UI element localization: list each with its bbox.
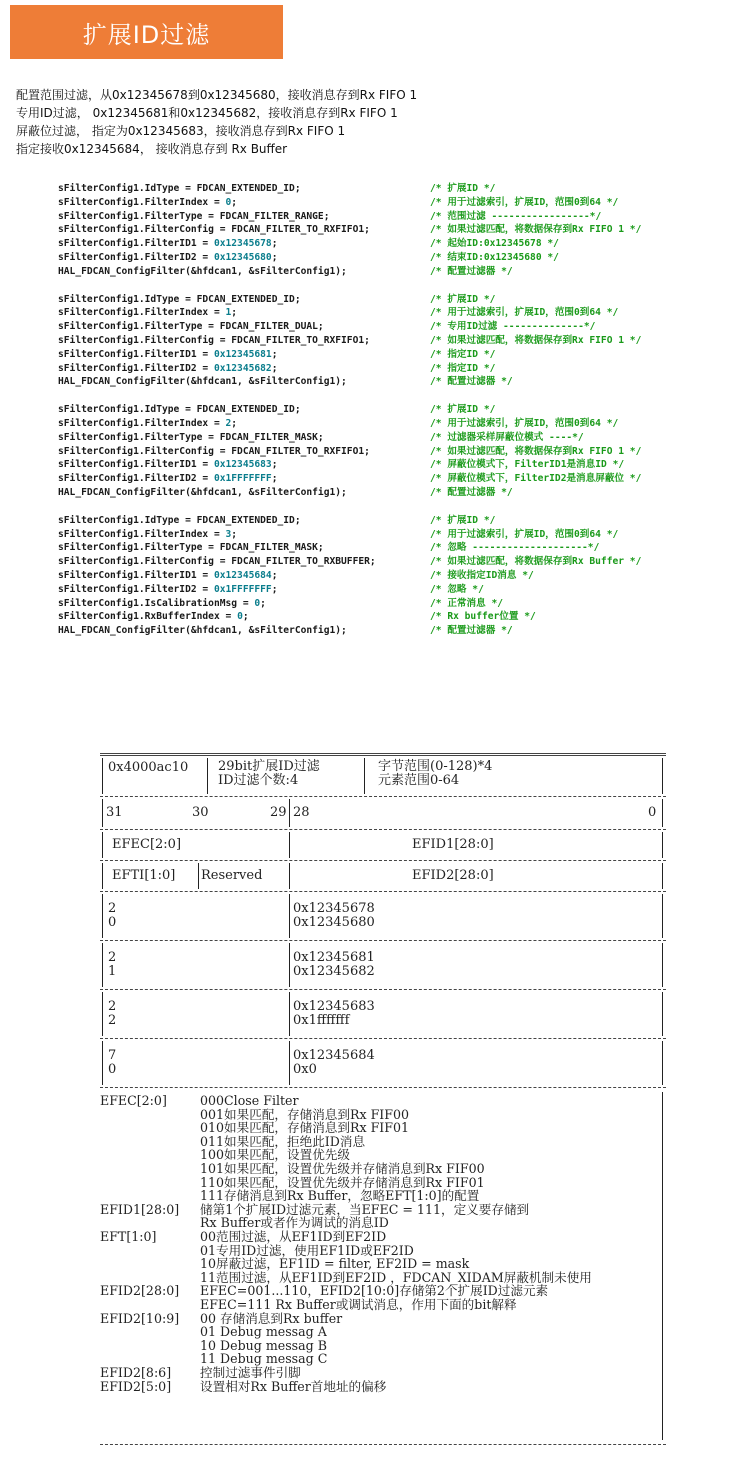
code-line [58,417,748,431]
code-statement [58,417,237,431]
code-text: sFilterConfig1.IdType = FDCAN_EXTENDED_ID; [58,404,301,416]
code-statement [58,458,278,472]
code-statement [58,486,347,500]
legend-value: 11范围过滤，从EF1ID到EF2ID ，FDCAN_XIDAM屏蔽机制未使用 [200,1269,592,1285]
code-statement [58,237,278,251]
code-comment: /* 忽略 */ [430,583,484,595]
code-text: sFilterConfig1.FilterIndex = [58,307,226,319]
filter-count: ID过滤个数:4 [218,773,299,788]
code-comment: /* 扩展ID */ [430,293,496,305]
table-bottom-border [100,1444,666,1445]
reserved-field: Reserved [201,868,263,883]
code-text: sFilterConfig1.IdType = FDCAN_EXTENDED_ID; [58,183,301,194]
code-text: sFilterConfig1.FilterConfig = FDCAN_FILTER_TO_RXFIFO1; [58,224,370,236]
entry-id1: 0x12345683 [293,999,375,1014]
code-text: sFilterConfig1.FilterConfig = FDCAN_FILTER_TO_RXFIFO1; [58,445,370,457]
legend-value: 设置相对Rx Buffer首地址的偏移 [200,1378,387,1394]
intro-line: 专用ID过滤， 0x12345681和0x12345682，接收消息存到Rx FIFO 1 [16,106,398,120]
code-comment: /* 配置过滤器 */ [430,625,513,637]
code-comment: /* 配置过滤器 */ [430,265,513,277]
code-comment: /* 用于过滤索引，扩展ID，范围0到64 */ [430,196,619,208]
legend-value: 001如果匹配，存储消息到Rx FIF00 [200,1106,410,1122]
entry-type: 2 [108,999,117,1014]
code-line [58,583,748,597]
legend-value: EFEC=111 Rx Buffer或调试消息，作用下面的bit解释 [200,1297,517,1312]
code-number: 0x12345682 [213,362,272,374]
code-statement [58,431,324,445]
legend-value: 110如果匹配，设置优先级并存储消息到Rx FIF01 [200,1174,485,1190]
entry-id2: 0x12345682 [293,964,375,979]
entry-id2: 0x0 [293,1062,317,1077]
code-comment: /* Rx buffer位置 */ [430,611,536,623]
legend-key: EFT[1:0] [100,1229,157,1244]
code-statement [58,624,347,638]
code-text: ; [271,362,278,374]
code-text: ; [231,417,238,429]
code-comment: /* 用于过滤索引，扩展ID，范围0到64 */ [430,528,619,540]
code-line [58,237,748,251]
code-comment: /* 用于过滤索引，扩展ID，范围0到64 */ [430,417,619,429]
code-text: sFilterConfig1.FilterID1 = [58,569,214,581]
code-text: ; [271,583,278,595]
legend-value: 100如果匹配，设置优先级 [200,1147,350,1163]
code-statement [58,569,278,583]
entry-type: 2 [108,901,117,916]
legend-value: 101如果匹配，设置优先级并存储消息到Rx FIF00 [200,1161,485,1176]
code-line [58,306,748,320]
entry-id2: 0x12345680 [293,915,375,930]
filter-entry-row [100,941,666,989]
bit-28: 28 [293,805,310,820]
code-text: sFilterConfig1.FilterType = FDCAN_FILTER_DUAL; [58,321,324,333]
code-line [58,610,748,624]
legend-key: EFID2[8:6] [100,1365,172,1380]
code-comment: /* 专用ID过滤 --------------*/ [430,321,596,333]
code-comment: /* 屏蔽位模式下，FilterID1是消息ID */ [430,459,625,471]
code-text: ; [271,238,278,250]
code-text: sFilterConfig1.FilterType = FDCAN_FILTER_RANGE; [58,210,330,222]
code-block [58,182,748,279]
bit-29: 29 [270,805,287,820]
code-statement [58,334,370,348]
entry-id1: 0x12345684 [293,1048,375,1063]
table-header-row [100,756,666,796]
code-comment: /* 屏蔽位模式下，FilterID2是消息屏蔽位 */ [430,473,642,485]
code-statement [58,362,278,376]
field-row-2 [100,861,666,891]
code-statement [58,210,329,224]
code-text: HAL_FDCAN_ConfigFilter(&hfdcan1, &sFilterConfig1); [58,265,347,277]
code-comment: /* 配置过滤器 */ [430,486,513,498]
entry-id1: 0x12345678 [293,901,375,916]
code-number: 2 [225,417,232,429]
code-text: ; [231,196,238,208]
code-statement [58,375,347,389]
legend-value: 010如果匹配，存储消息到Rx FIF01 [200,1120,410,1136]
code-line [58,431,748,445]
code-statement [58,528,237,542]
code-number: 0x12345684 [213,569,272,581]
code-comment: /* 起始ID:0x12345678 */ [430,238,559,250]
code-line [58,223,748,237]
code-number: 0x12345680 [213,251,272,263]
entry-config: 2 [108,1013,117,1028]
code-text: ; [271,251,278,263]
filter-entry-row [100,990,666,1038]
code-comment: /* 指定ID */ [430,348,496,360]
code-statement [58,293,301,307]
code-text: ; [271,473,278,485]
code-statement [58,223,370,237]
code-line [58,458,748,472]
code-statement [58,348,278,362]
code-text: sFilterConfig1.IsCalibrationMsg = [58,597,255,609]
element-range: 元素范围0-64 [378,773,460,788]
code-comment: /* 如果过滤匹配，将数据保存到Rx FIFO 1 */ [430,445,642,457]
code-comment: /* 配置过滤器 */ [430,376,513,388]
legend-value: 011如果匹配，拒绝此ID消息 [200,1133,366,1149]
bit-30: 30 [192,805,209,820]
code-line [58,362,748,376]
code-statement [58,541,324,555]
register-desc: 29bit扩展ID过滤 [218,759,320,774]
code-comment: /* 如果过滤匹配，将数据保存到Rx Buffer */ [430,556,642,568]
legend-value: 10屏蔽过滤，EF1ID = filter, EF2ID = mask [200,1256,470,1272]
code-block [58,514,748,638]
code-text: sFilterConfig1.FilterID1 = [58,459,214,471]
code-text: sFilterConfig1.FilterID2 = [58,473,214,485]
code-text: HAL_FDCAN_ConfigFilter(&hfdcan1, &sFilterConfig1); [58,376,347,388]
legend-value: 10 Debug messag B [200,1337,327,1353]
code-comment: /* 指定ID */ [430,362,496,374]
entry-config: 0 [108,1062,117,1077]
code-comment: /* 如果过滤匹配，将数据保存到Rx FIFO 1 */ [430,334,642,346]
code-text: sFilterConfig1.IdType = FDCAN_EXTENDED_ID; [58,293,301,305]
code-line [58,265,748,279]
code-line [58,210,748,224]
code-line [58,403,748,417]
legend-value: 000Close Filter [200,1093,299,1108]
legend-value: 00 存储消息到Rx buffer [200,1310,343,1326]
code-line [58,472,748,486]
legend-value: 01 Debug messag A [200,1324,327,1340]
code-text: ; [271,459,278,471]
code-line [58,514,748,528]
code-text: sFilterConfig1.FilterIndex = [58,528,226,540]
entry-config: 0 [108,915,117,930]
code-text: ; [231,307,238,319]
code-comment: /* 正常消息 */ [430,597,504,609]
filter-entry-row [100,892,666,940]
code-text: HAL_FDCAN_ConfigFilter(&hfdcan1, &sFilterConfig1); [58,486,347,498]
code-line [58,541,748,555]
code-comment: /* 结束ID:0x12345680 */ [430,251,559,263]
bit-31: 31 [106,805,123,820]
code-text: sFilterConfig1.FilterID2 = [58,583,214,595]
code-text: sFilterConfig1.RxBufferIndex = [58,611,238,623]
code-number: 0x12345681 [213,348,272,360]
efec-field: EFEC[2:0] [112,837,182,852]
code-comment: /* 用于过滤索引，扩展ID，范围0到64 */ [430,307,619,319]
code-statement [58,514,301,528]
filter-entry-row [100,1039,666,1087]
entry-config: 1 [108,964,117,979]
code-statement [58,251,278,265]
code-number: 0x12345678 [213,238,272,250]
code-line [58,196,748,210]
code-line [58,251,748,265]
legend-value: 111存储消息到Rx Buffer，忽略EFT[1:0]的配置 [200,1188,480,1204]
legend-value: EFEC=001...110，EFID2[10:0]存储第2个扩展ID过滤元素 [200,1283,549,1299]
legend-value: 11 Debug messag C [200,1351,328,1367]
code-line [58,528,748,542]
legend-key: EFID2[5:0] [100,1378,172,1394]
code-statement [58,265,347,279]
code-text: sFilterConfig1.IdType = FDCAN_EXTENDED_ID; [58,514,301,526]
code-text: sFilterConfig1.FilterID2 = [58,251,214,263]
code-line [58,555,748,569]
code-statement [58,445,370,459]
entry-id1: 0x12345681 [293,950,375,965]
title-banner [10,5,283,59]
entry-id2: 0x1fffffff [293,1013,350,1028]
code-text: sFilterConfig1.FilterIndex = [58,196,226,208]
code-text: ; [271,348,278,360]
code-statement [58,182,301,196]
legend-key: EFID1[28:0] [100,1201,180,1217]
intro-line: 指定接收0x12345684， 接收消息存到 Rx Buffer [16,142,288,156]
code-number: 0 [237,611,243,623]
register-table [100,753,666,1445]
code-line [58,334,748,348]
code-line [58,375,748,389]
code-comment: /* 忽略 --------------------*/ [430,542,600,554]
code-statement [58,196,237,210]
code-line [58,182,748,196]
legend-value: Rx Buffer或者作为调试的消息ID [200,1215,389,1231]
code-line [58,445,748,459]
code-line [58,624,748,638]
bit-numbers-row [100,797,666,829]
code-listing [58,182,748,652]
code-text: sFilterConfig1.FilterConfig = FDCAN_FILTER_TO_RXBUFFER; [58,556,376,568]
legend-value: 储第1个扩展ID过滤元素，当EFEC = 111，定义要存储到 [200,1201,530,1217]
code-statement [58,610,249,624]
code-number: 0x12345683 [213,459,272,471]
code-number: 0 [225,196,232,208]
legend-value: 控制过滤事件引脚 [200,1365,301,1380]
code-line [58,293,748,307]
legend-key: EFID2[10:9] [100,1310,180,1326]
code-text: HAL_FDCAN_ConfigFilter(&hfdcan1, &sFilterConfig1); [58,625,347,637]
entry-type: 7 [108,1048,117,1063]
code-statement [58,472,278,486]
code-number: 3 [225,528,232,540]
code-text: sFilterConfig1.FilterType = FDCAN_FILTER_MASK; [58,542,324,554]
code-comment: /* 接收指定ID消息 */ [430,569,534,581]
legend-value: 01专用ID过滤，使用EF1ID或EF2ID [200,1242,414,1258]
code-comment: /* 范围过滤 -----------------*/ [430,210,602,222]
code-comment: /* 扩展ID */ [430,183,496,194]
code-text: ; [271,569,278,581]
intro-line: 屏蔽位过滤， 指定为0x12345683，接收消息存到Rx FIFO 1 [16,124,346,138]
code-text: ; [260,597,266,609]
code-line [58,320,748,334]
efid2-field: EFID2[28:0] [412,868,494,883]
code-text: sFilterConfig1.FilterID1 = [58,348,214,360]
register-address: 0x4000ac10 [108,760,189,775]
legend-block [100,1088,666,1444]
code-text: sFilterConfig1.FilterType = FDCAN_FILTER_MASK; [58,431,324,443]
intro-text [16,86,736,158]
code-number: 0x1FFFFFFF [213,583,272,595]
intro-line: 配置范围过滤，从0x12345678到0x12345680，接收消息存到Rx FIFO 1 [16,88,418,102]
code-number: 0x1FFFFFFF [213,473,272,485]
code-statement [58,597,266,611]
efti-field: EFTI[1:0] [112,868,176,883]
code-line [58,348,748,362]
banner-title: 扩展ID过滤 [82,20,211,49]
code-comment: /* 过滤器采样屏蔽位模式 ----*/ [430,431,584,443]
code-line [58,597,748,611]
entry-type: 2 [108,950,117,965]
code-statement [58,320,324,334]
legend-key: EFID2[28:0] [100,1283,180,1299]
code-comment: /* 扩展ID */ [430,514,496,526]
code-statement [58,555,376,569]
byte-range: 字节范围(0-128)*4 [378,759,493,774]
code-text: sFilterConfig1.FilterID2 = [58,362,214,374]
legend-key: EFEC[2:0] [100,1093,167,1108]
code-block [58,293,748,390]
code-number: 1 [225,307,232,319]
code-block [58,403,748,500]
bit-0: 0 [648,805,657,820]
code-comment: /* 扩展ID */ [430,404,496,416]
legend-value: 00范围过滤，从EF1ID到EF2ID [200,1229,387,1244]
code-statement [58,306,237,320]
code-number: 0 [254,597,261,609]
code-text: sFilterConfig1.FilterConfig = FDCAN_FILTER_TO_RXFIFO1; [58,334,370,346]
code-text: ; [231,528,238,540]
code-text: ; [242,611,249,623]
code-statement [58,403,301,417]
field-row-1 [100,830,666,860]
code-text: sFilterConfig1.FilterID1 = [58,238,214,250]
code-text: sFilterConfig1.FilterIndex = [58,417,226,429]
code-statement [58,583,278,597]
efid1-field: EFID1[28:0] [412,837,494,852]
code-line [58,569,748,583]
code-comment: /* 如果过滤匹配，将数据保存到Rx FIFO 1 */ [430,224,642,236]
code-line [58,486,748,500]
